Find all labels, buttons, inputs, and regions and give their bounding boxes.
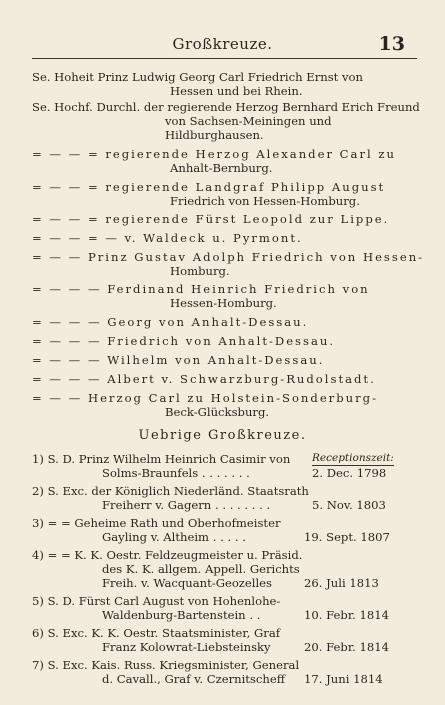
reception-date: 5. Nov. 1803: [312, 498, 386, 512]
entry-line: 6) S. Exc. K. K. Oestr. Staatsminister, Graf: [32, 626, 281, 640]
reception-date: 20. Febr. 1814: [304, 640, 389, 654]
header-rule: [32, 58, 417, 59]
page-number: 13: [378, 33, 405, 55]
entry-line: Hildburghausen.: [165, 128, 264, 142]
entry-line: 2) S. Exc. der Königlich Niederländ. Staatsrath: [32, 484, 309, 498]
reception-date: 19. Sept. 1807: [304, 530, 390, 544]
entry-line: Anhalt-Bernburg.: [170, 161, 273, 175]
entry-line: 5) S. D. Fürst Carl August von Hohenlohe-: [32, 594, 281, 608]
section-heading: Uebrige Großkreuze.: [138, 428, 307, 443]
entry-line: Friedrich von Hessen-Homburg.: [170, 194, 360, 208]
entry-line: Waldenburg-Bartenstein . .: [102, 608, 261, 622]
entry-line: = — — Prinz Gustav Adolph Friedrich von Hessen-: [32, 250, 425, 264]
entry-line: = — — — Ferdinand Heinrich Friedrich von: [32, 282, 370, 296]
entry-line: = — — = regierende Fürst Leopold zur Lippe.: [32, 212, 390, 226]
entry-line: Freih. v. Wacquant-Geozelles: [102, 576, 272, 590]
running-title: Großkreuze.: [172, 35, 273, 53]
entry-line: 1) S. D. Prinz Wilhelm Heinrich Casimir von: [32, 452, 291, 466]
entry-line: = — — = regierende Landgraf Philipp August: [32, 180, 386, 194]
entry-line: Se. Hoheit Prinz Ludwig Georg Carl Friedrich Ernst von: [32, 70, 363, 84]
entry-line: 4) = = K. K. Oestr. Feldzeugmeister u. Präsid.: [32, 548, 303, 562]
entry-line: Beck-Glücksburg.: [165, 405, 270, 419]
entry-line: = — — = — v. Waldeck u. Pyrmont.: [32, 231, 303, 245]
reception-column-header: Receptionszeit:: [312, 452, 394, 464]
reception-date: 2. Dec. 1798: [312, 466, 387, 480]
entry-line: = — — — Georg von Anhalt-Dessau.: [32, 315, 309, 329]
entry-line: Solms-Braunfels . . . . . . .: [102, 466, 250, 480]
entry-line: Franz Kolowrat-Liebsteinsky: [102, 640, 271, 654]
entry-line: 7) S. Exc. Kais. Russ. Kriegsminister, General: [32, 658, 300, 672]
reception-date: 26. Juli 1813: [304, 576, 379, 590]
entry-line: des K. K. allgem. Appell. Gerichts: [102, 562, 300, 576]
entry-line: = — — = regierende Herzog Alexander Carl zu: [32, 147, 396, 161]
page-header: [0, 0, 445, 60]
entry-line: Freiherr v. Gagern . . . . . . . .: [102, 498, 271, 512]
reception-date: 10. Febr. 1814: [304, 608, 389, 622]
entry-line: Hessen-Homburg.: [170, 296, 277, 310]
entry-line: Gayling v. Altheim . . . . .: [102, 530, 246, 544]
entry-line: = — — — Albert v. Schwarzburg-Rudolstadt.: [32, 372, 376, 386]
entry-line: d. Cavall., Graf v. Czernitscheff: [102, 672, 285, 686]
entry-line: Hessen und bei Rhein.: [170, 84, 303, 98]
entry-line: Se. Hochf. Durchl. der regierende Herzog Bernhard Erich Freund: [32, 100, 420, 114]
entry-line: 3) = = Geheime Rath und Oberhofmeister: [32, 516, 281, 530]
entry-line: = — — — Wilhelm von Anhalt-Dessau.: [32, 353, 325, 367]
entry-line: = — — — Friedrich von Anhalt-Dessau.: [32, 334, 336, 348]
entry-line: Homburg.: [170, 264, 230, 278]
reception-date: 17. Juni 1814: [304, 672, 383, 686]
entry-line: von Sachsen-Meiningen und: [165, 114, 332, 128]
entry-line: = — — Herzog Carl zu Holstein-Sonderburg-: [32, 391, 378, 405]
